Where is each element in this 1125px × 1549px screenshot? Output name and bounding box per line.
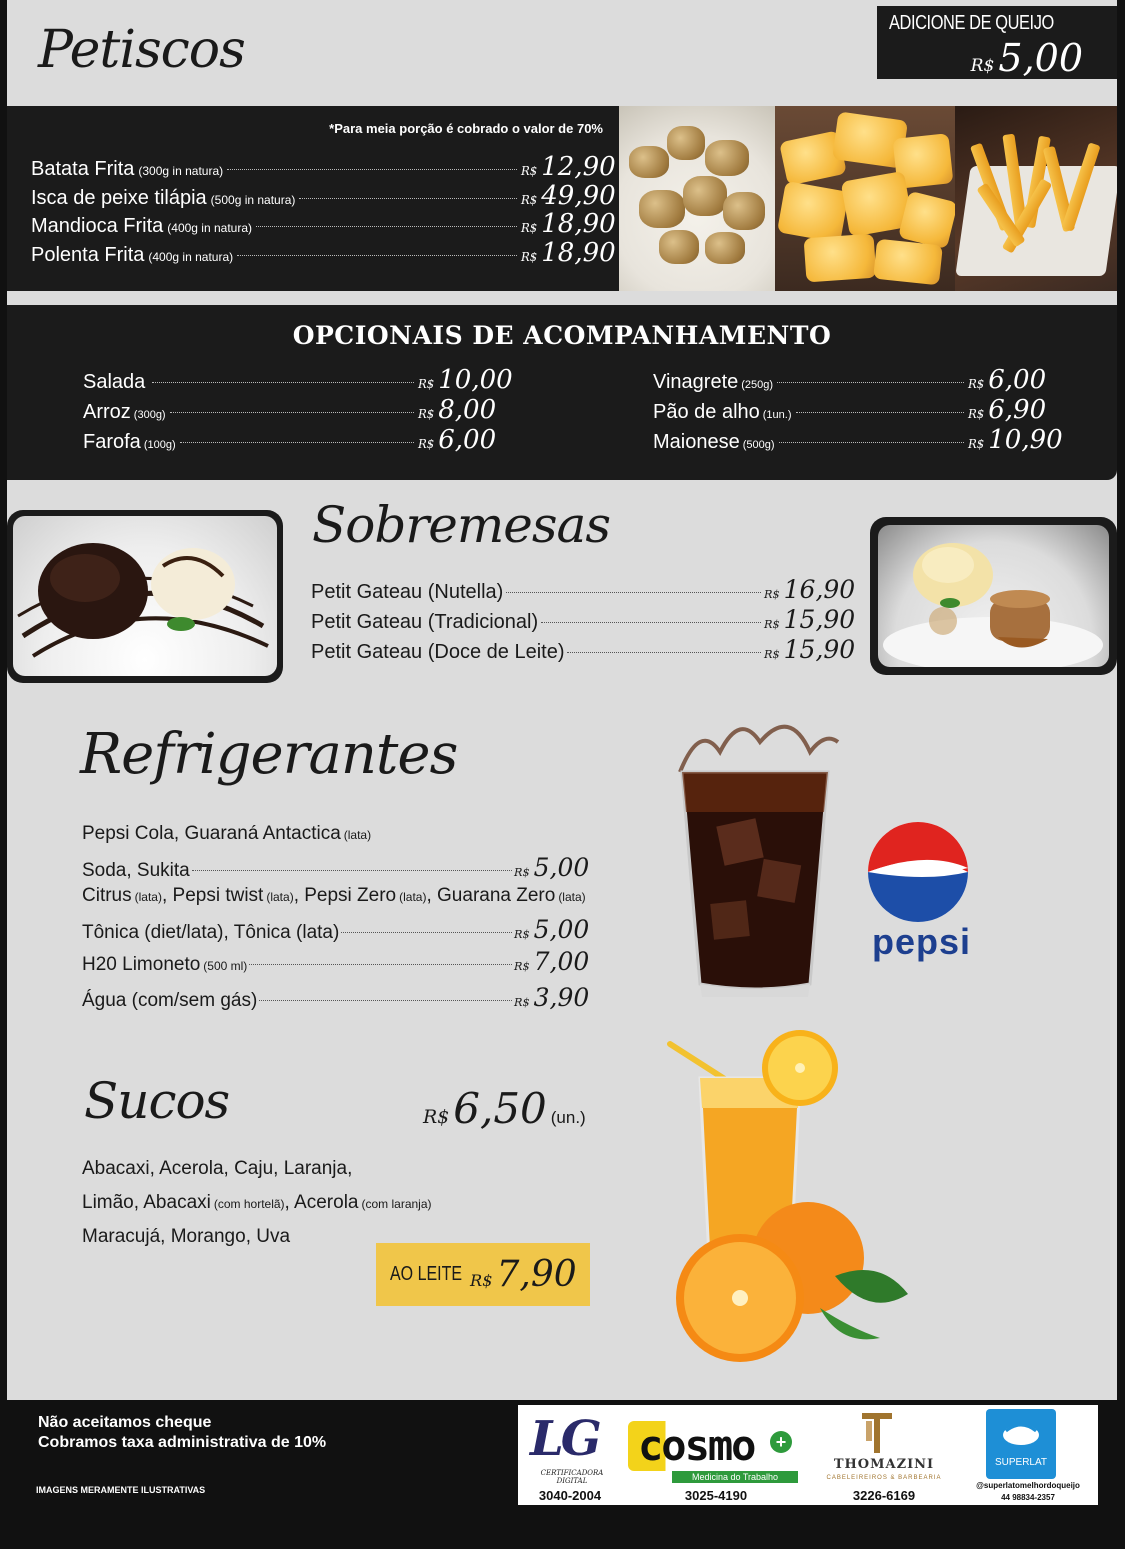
pepsi-logo-icon xyxy=(866,820,970,924)
sponsor-cosmo: cosmo + Medicina do Trabalho 3025-4190 xyxy=(622,1405,810,1505)
menu-item: Soda, Sukita R$ 5,00 xyxy=(82,853,590,882)
menu-item: Farofa (100g) R$ 6,00 xyxy=(83,425,497,455)
side-options-title: OPCIONAIS DE ACOMPANHAMENTO xyxy=(292,321,832,350)
cheese-icon xyxy=(986,1409,1056,1453)
half-portion-note: *Para meia porção é cobrado o valor de 70% xyxy=(329,121,603,136)
side-options-list xyxy=(7,305,1117,480)
fish-nuggets-photo xyxy=(619,106,775,291)
juice-price: R$6,50 (un.) xyxy=(423,1084,586,1133)
menu-item: Citrus (lata), Pepsi twist (lata), Pepsi Zero (lata), Guarana Zero (lata) xyxy=(82,885,586,906)
add-cheese-label: ADICIONE DE QUEIJO xyxy=(889,12,1054,34)
sponsor-thomazini: THOMAZINI CABELEIREIROS & BARBEARIA 3226-6169 xyxy=(810,1405,958,1505)
menu-item: Arroz (300g) R$ 8,00 xyxy=(83,395,497,425)
menu-item: Petit Gateau (Tradicional) R$ 15,90 xyxy=(311,605,856,634)
menu-item: Batata Frita (300g in natura) R$ 12,90 xyxy=(31,152,616,182)
menu-item: Isca de peixe tilápia (500g in natura) R$ 49,90 xyxy=(31,181,616,211)
thomazini-logo-icon xyxy=(862,1413,892,1453)
menu-item: Água (com/sem gás) R$ 3,90 xyxy=(82,983,590,1012)
menu-item: Pão de alho (1un.) R$ 6,90 xyxy=(653,395,1047,425)
french-fries-photo xyxy=(955,106,1117,291)
juice-flavors-line: Abacaxi, Acerola, Caju, Laranja, xyxy=(82,1158,353,1179)
dulce-cake-photo xyxy=(870,517,1117,675)
payment-policy: Não aceitamos cheque Cobramos taxa administrativa de 10% xyxy=(38,1414,327,1451)
section-title-sobremesas: Sobremesas xyxy=(312,496,610,554)
juice-flavors-line: Limão, Abacaxi (com hortelã), Acerola (com laranja) xyxy=(82,1192,432,1213)
petiscos-list xyxy=(7,106,619,291)
sponsors-strip xyxy=(518,1405,1098,1505)
add-cheese-price: R$ 5,00 xyxy=(970,36,1083,80)
menu-item: Polenta Frita (400g in natura) R$ 18,90 xyxy=(31,238,616,268)
lava-cake-photo xyxy=(7,510,283,683)
menu-item: H20 Limoneto (500 ml) R$ 7,00 xyxy=(82,947,590,976)
cola-glass-image xyxy=(660,712,850,997)
menu-item: Petit Gateau (Doce de Leite) R$ 15,90 xyxy=(311,635,856,664)
medical-cross-icon: + xyxy=(770,1431,792,1453)
orange-juice-image xyxy=(660,1028,920,1378)
milk-juice-price-badge: AO LEITE R$ 7,90 xyxy=(376,1243,590,1306)
fried-cassava-photo xyxy=(775,106,955,291)
menu-item: Pepsi Cola, Guaraná Antactica (lata) xyxy=(82,823,372,844)
add-cheese-badge xyxy=(877,6,1117,79)
menu-item: Petit Gateau (Nutella) R$ 16,90 xyxy=(311,575,856,604)
sponsor-superlat: SUPERLAT @superlatomelhordoqueijo 44 98834-2357 xyxy=(958,1405,1098,1505)
superlat-logo: SUPERLAT xyxy=(986,1409,1056,1479)
juice-flavors-line: Maracujá, Morango, Uva xyxy=(82,1226,291,1247)
menu-item: Maionese (500g) R$ 10,90 xyxy=(653,425,1063,455)
section-title-sucos: Sucos xyxy=(84,1072,230,1130)
menu-item: Tônica (diet/lata), Tônica (lata) R$ 5,00 xyxy=(82,915,590,944)
menu-item: Mandioca Frita (400g in natura) R$ 18,90 xyxy=(31,209,616,239)
images-disclaimer: IMAGENS MERAMENTE ILUSTRATIVAS xyxy=(36,1485,206,1495)
section-title-petiscos: Petiscos xyxy=(38,20,245,80)
section-title-refrigerantes: Refrigerantes xyxy=(80,722,458,787)
sponsor-lg: LG CERTIFICADORA DIGITAL 3040-2004 xyxy=(530,1411,604,1503)
menu-item: Vinagrete (250g) R$ 6,00 xyxy=(653,365,1047,395)
pepsi-wordmark: pepsi xyxy=(872,921,972,962)
lg-logo: LG xyxy=(530,1411,599,1467)
menu-item: Salada R$ 10,00 xyxy=(83,365,513,395)
